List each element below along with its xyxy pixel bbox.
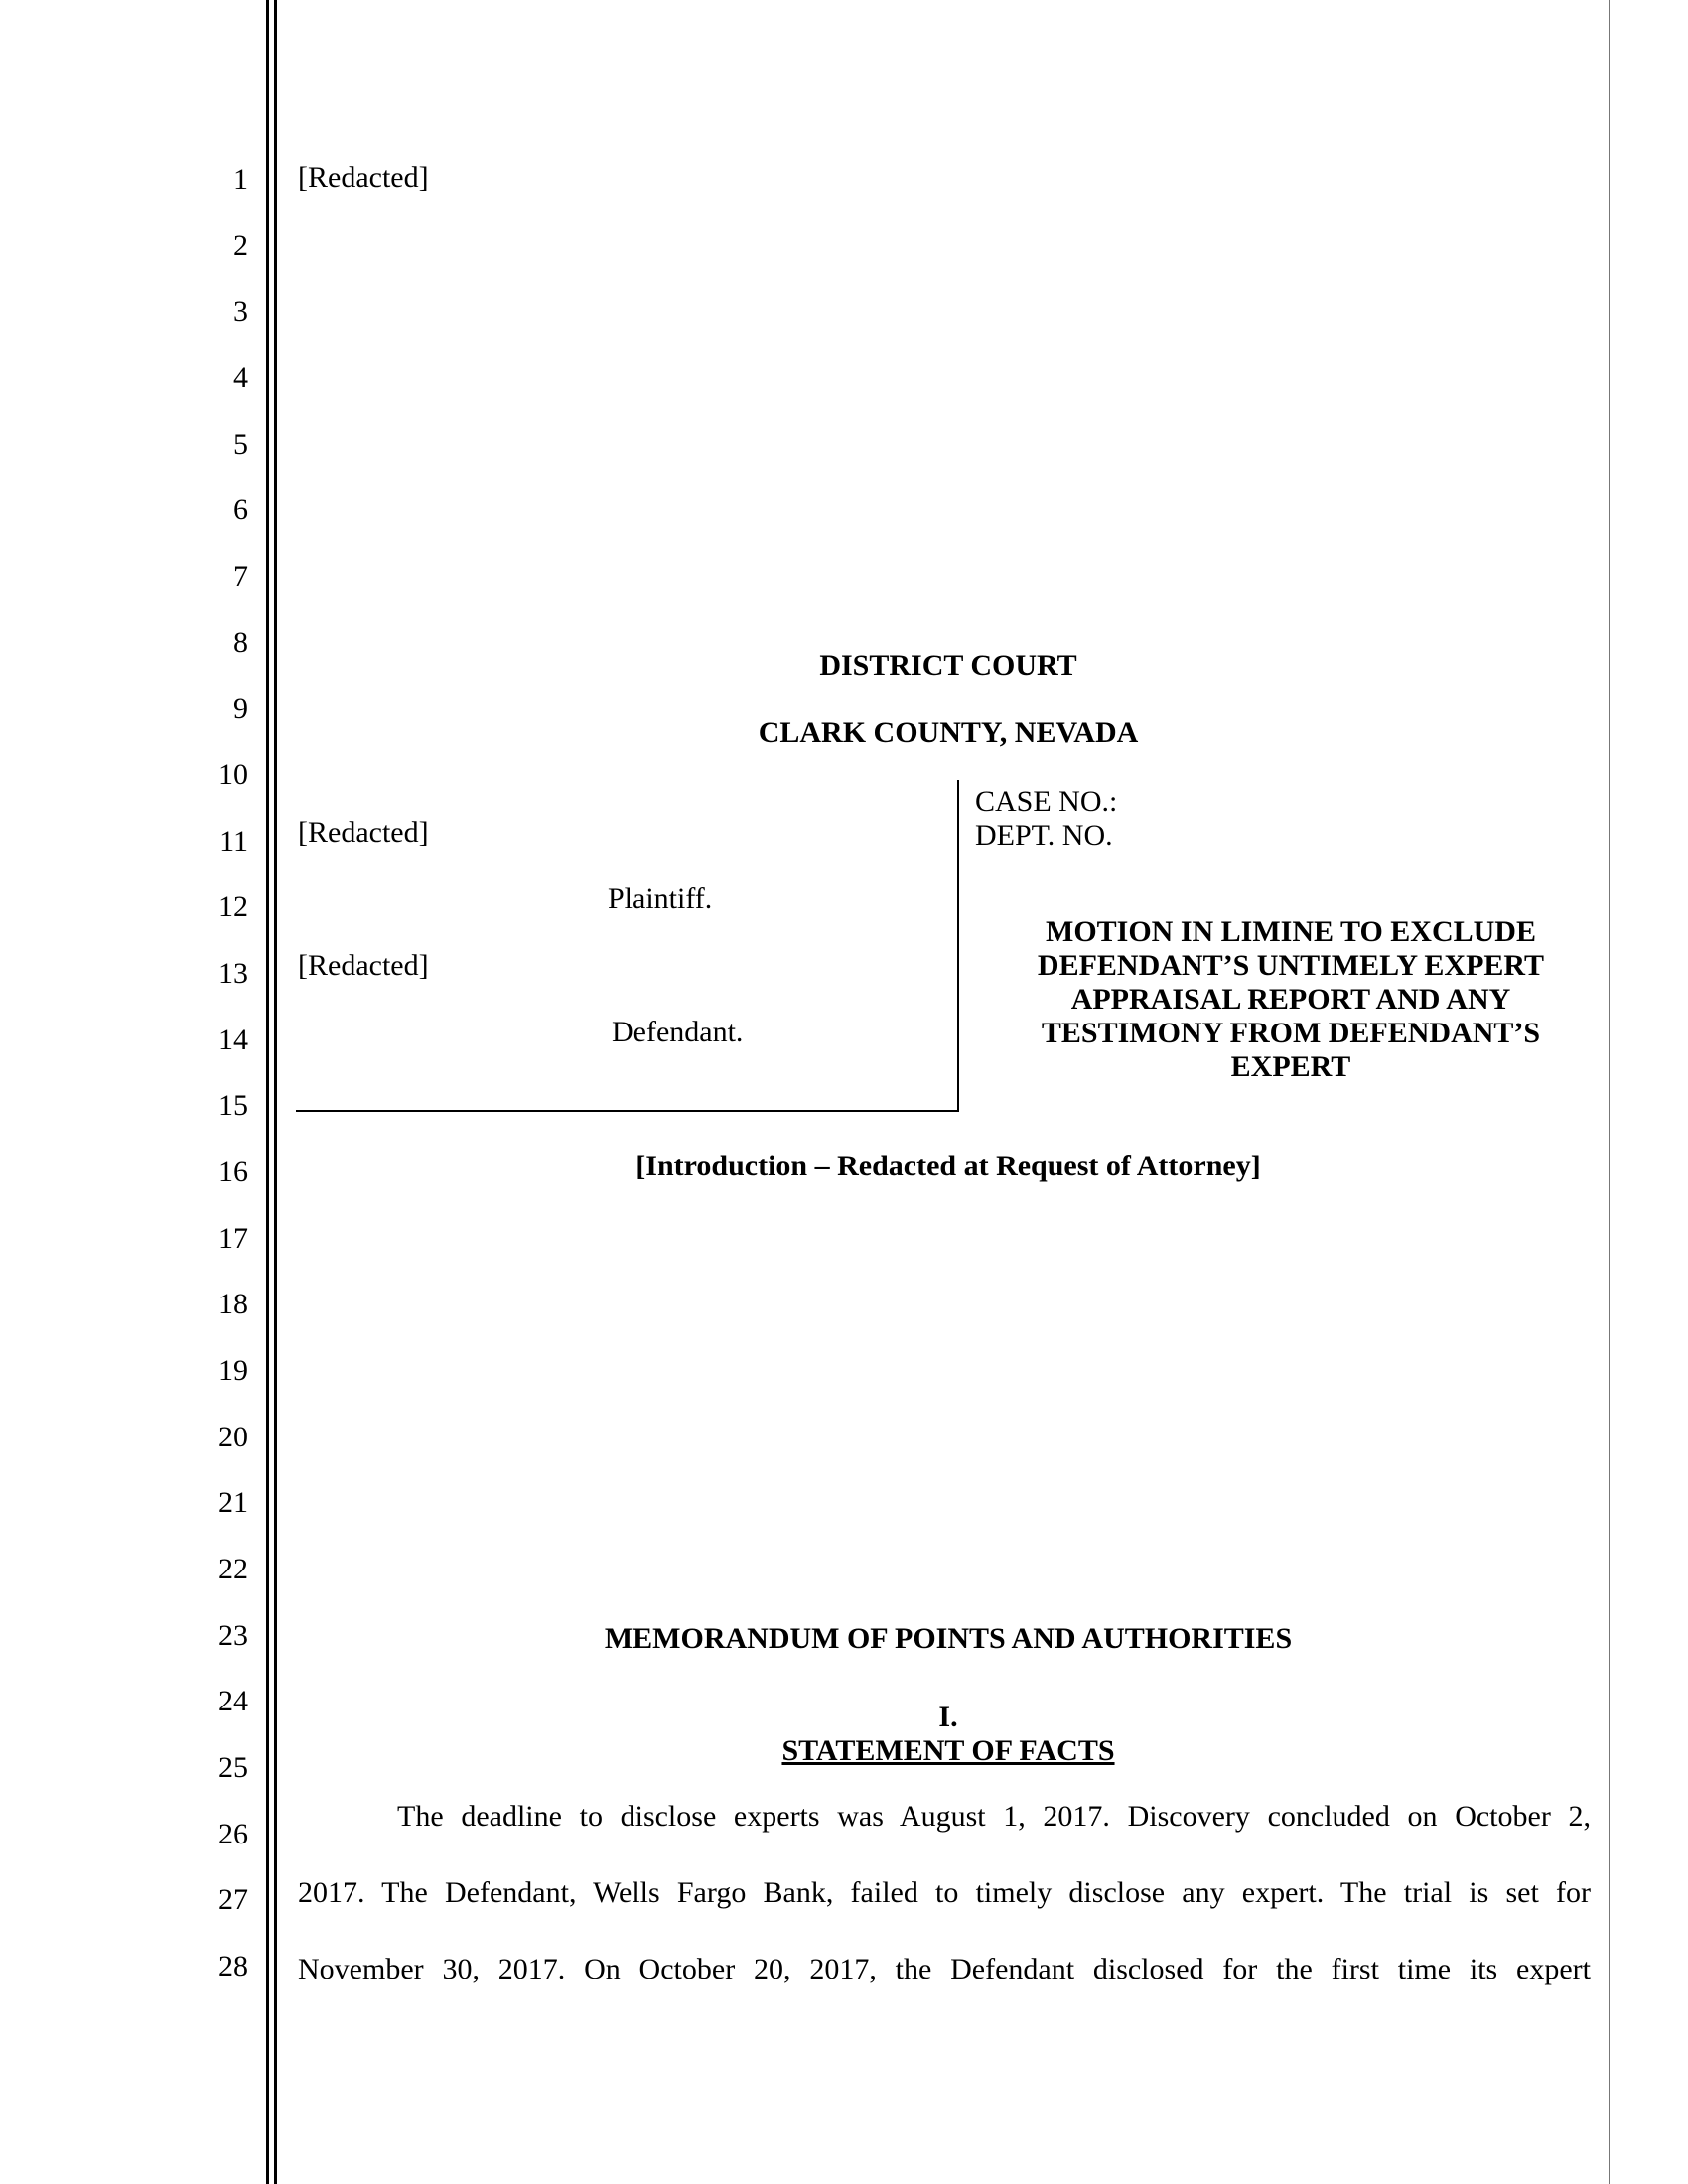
line-number: 5 bbox=[233, 428, 248, 461]
line-number: 1 bbox=[233, 163, 248, 196]
section-title bbox=[298, 1735, 1599, 1767]
line-number: 20 bbox=[218, 1421, 248, 1453]
line-number: 6 bbox=[233, 493, 248, 526]
line-number: 9 bbox=[233, 692, 248, 725]
motion-title-line: MOTION IN LIMINE TO EXCLUDE bbox=[1046, 915, 1536, 948]
body-line: November 30, 2017. On October 20, 2017, the Defendant disclosed for the first time its expert bbox=[298, 1953, 1591, 1985]
line-number: 25 bbox=[218, 1751, 248, 1784]
court-county: CLARK COUNTY, NEVADA bbox=[758, 716, 1139, 749]
plaintiff-name: [Redacted] bbox=[298, 816, 429, 849]
line-number: 21 bbox=[218, 1486, 248, 1519]
section-title-text: STATEMENT OF FACTS bbox=[781, 1734, 1115, 1767]
right-margin-rule bbox=[1609, 0, 1610, 2184]
plaintiff-label: Plaintiff. bbox=[608, 883, 713, 915]
line-number: 17 bbox=[218, 1222, 248, 1255]
line-number: 12 bbox=[218, 890, 248, 923]
dept-no-label: DEPT. NO. bbox=[975, 819, 1113, 852]
motion-title-line: APPRAISAL REPORT AND ANY bbox=[1070, 983, 1511, 1016]
left-margin-rule bbox=[266, 0, 269, 2184]
defendant-name: [Redacted] bbox=[298, 949, 429, 982]
line-number: 28 bbox=[218, 1950, 248, 1982]
defendant-label: Defendant. bbox=[612, 1016, 744, 1048]
court-name: DISTRICT COURT bbox=[819, 649, 1077, 682]
line-number: 24 bbox=[218, 1685, 248, 1717]
line-number: 18 bbox=[218, 1288, 248, 1320]
body-line: The deadline to disclose experts was August 1, 2017. Discovery concluded on October 2, bbox=[397, 1800, 1591, 1833]
attorney-info: [Redacted] bbox=[298, 161, 429, 194]
line-number: 27 bbox=[218, 1883, 248, 1916]
line-number: 10 bbox=[218, 758, 248, 791]
body-line: 2017. The Defendant, Wells Fargo Bank, failed to timely disclose any expert. The trial is set for bbox=[298, 1876, 1591, 1909]
line-number: 3 bbox=[233, 295, 248, 328]
memorandum-heading: MEMORANDUM OF POINTS AND AUTHORITIES bbox=[604, 1622, 1293, 1655]
line-number: 15 bbox=[218, 1089, 248, 1122]
left-margin-rule-inner bbox=[274, 0, 277, 2184]
caption-divider-vertical bbox=[957, 780, 959, 1112]
line-number: 4 bbox=[233, 361, 248, 394]
line-number: 19 bbox=[218, 1354, 248, 1387]
line-number: 2 bbox=[233, 229, 248, 262]
motion-title-line: EXPERT bbox=[1230, 1050, 1351, 1083]
section-number: I. bbox=[938, 1701, 958, 1733]
caption-divider-horizontal bbox=[296, 1110, 959, 1112]
introduction-placeholder: [Introduction – Redacted at Request of Attorney] bbox=[635, 1150, 1261, 1182]
line-number: 22 bbox=[218, 1553, 248, 1585]
line-number: 14 bbox=[218, 1024, 248, 1056]
line-number: 11 bbox=[219, 825, 248, 858]
motion-title bbox=[983, 915, 1599, 1084]
line-number: 26 bbox=[218, 1818, 248, 1850]
motion-title-line: TESTIMONY FROM DEFENDANT’S bbox=[1041, 1017, 1541, 1049]
case-no-label: CASE NO.: bbox=[975, 785, 1118, 818]
line-number: 23 bbox=[218, 1619, 248, 1652]
motion-title-line: DEFENDANT’S UNTIMELY EXPERT bbox=[1037, 949, 1545, 982]
line-number: 16 bbox=[218, 1156, 248, 1188]
line-number: 8 bbox=[233, 626, 248, 659]
line-number: 7 bbox=[233, 560, 248, 593]
line-number: 13 bbox=[218, 957, 248, 990]
